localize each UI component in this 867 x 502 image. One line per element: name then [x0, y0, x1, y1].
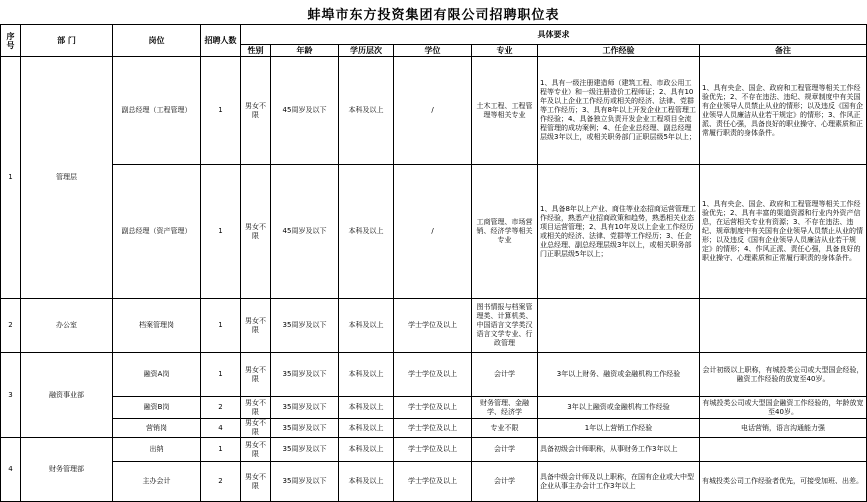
- cell-exp: 1、具备8年以上产业、商住等业态招商运营管理工作经验，熟悉产业招商政策和趋势，熟悉相关业态项目运营管理；2、具有10年及以上企业工作经历或相关的经济、法律、党群等工作经历；3、任企业总经理、副总经理层级3年以上，或相关职务部门正职层级5年以上；: [538, 165, 700, 299]
- cell-degree: 学士学位及以上: [394, 419, 472, 438]
- cell-exp: 具备初级会计师职称，从事财务工作3年以上: [538, 438, 700, 462]
- cell-count: 2: [201, 462, 241, 502]
- cell-degree: /: [394, 57, 472, 165]
- cell-dept: 办公室: [21, 299, 113, 353]
- cell-exp: 具备中级会计师及以上职称，在国有企业或大中型企业从事主办会计工作3年以上: [538, 462, 700, 502]
- cell-seq: 2: [1, 299, 21, 353]
- cell-count: 4: [201, 419, 241, 438]
- cell-exp: 3年以上财务、融资或金融机构工作经验: [538, 353, 700, 397]
- cell-edu: 本科及以上: [339, 419, 394, 438]
- cell-age: 35周岁及以下: [271, 462, 339, 502]
- cell-age: 35周岁及以下: [271, 299, 339, 353]
- cell-major: 会计学: [472, 438, 538, 462]
- cell-major: 专业不限: [472, 419, 538, 438]
- table-row: [1, 57, 867, 165]
- cell-edu: 本科及以上: [339, 353, 394, 397]
- job-table: [0, 24, 867, 502]
- cell-dept: 财务管理部: [21, 438, 113, 502]
- header-remark: 备注: [700, 45, 867, 57]
- cell-count: 1: [201, 299, 241, 353]
- cell-count: 2: [201, 397, 241, 419]
- cell-degree: 学士学位及以上: [394, 353, 472, 397]
- cell-post: 副总经理（资产管理）: [113, 165, 201, 299]
- cell-edu: 本科及以上: [339, 299, 394, 353]
- header-seq: 序号: [1, 25, 21, 57]
- cell-post: 副总经理（工程管理）: [113, 57, 201, 165]
- cell-major: 会计学: [472, 462, 538, 502]
- cell-post: 主办会计: [113, 462, 201, 502]
- cell-count: 1: [201, 57, 241, 165]
- cell-remark: [700, 299, 867, 353]
- cell-remark: 1、具有央企、国企、政府和工程管理等相关工作经验优先；2、不存在违法、违纪、规章制度中有关国有企业领导人员禁止从业的情形；以及违反《国有企业领导人员廉洁从业若干规定》的情形；3、作风正派、责任心强，具备良好的职业操守、心理素质和正常履行职责的身体条件。: [700, 57, 867, 165]
- table-row: [1, 165, 867, 299]
- cell-post: 档案管理岗: [113, 299, 201, 353]
- cell-count: 1: [201, 165, 241, 299]
- cell-gender: 男女不限: [241, 57, 271, 165]
- header-post: 岗位: [113, 25, 201, 57]
- cell-edu: 本科及以上: [339, 397, 394, 419]
- cell-major: 工商管理、市场营销、经济学等相关专业: [472, 165, 538, 299]
- table-row: [1, 299, 867, 353]
- cell-exp: 1年以上营销工作经验: [538, 419, 700, 438]
- cell-seq: 4: [1, 438, 21, 502]
- cell-seq: 3: [1, 353, 21, 438]
- cell-count: 1: [201, 353, 241, 397]
- header-exp: 工作经验: [538, 45, 700, 57]
- page-title: 蚌埠市东方投资集团有限公司招聘职位表: [307, 8, 560, 23]
- table-row: [1, 353, 867, 397]
- cell-edu: 本科及以上: [339, 462, 394, 502]
- cell-post: 融资A岗: [113, 353, 201, 397]
- cell-count: 1: [201, 438, 241, 462]
- cell-exp: 1、具有一级注册建造师（建筑工程、市政公用工程等专业）和一级注册造价工程师证；2、具有10年及以上企业工作经历或相关的经济、法律、党群等工作经历；3、具有8年以上开发企业工程管理工作经验；4、具备独立负责开发企业工程项目全流程管理的成功案例；4、任企业总经理、副总经理层级3年以上，或相关职务部门正职层级5年以上；: [538, 57, 700, 165]
- cell-remark: 会计初级以上职称，有城投类公司或大型国企经验，融资工作经验的放宽至40岁。: [700, 353, 867, 397]
- cell-degree: /: [394, 165, 472, 299]
- cell-post: 融资B岗: [113, 397, 201, 419]
- cell-gender: 男女不限: [241, 299, 271, 353]
- cell-seq: 1: [1, 57, 21, 299]
- cell-edu: 本科及以上: [339, 438, 394, 462]
- cell-major: 会计学: [472, 353, 538, 397]
- cell-exp: 3年以上融资或金融机构工作经验: [538, 397, 700, 419]
- header-major: 专业: [472, 45, 538, 57]
- cell-edu: 本科及以上: [339, 165, 394, 299]
- cell-age: 35周岁及以下: [271, 353, 339, 397]
- cell-major: 财务管理、金融学、经济学: [472, 397, 538, 419]
- cell-degree: 学士学位及以上: [394, 299, 472, 353]
- cell-remark: 1、具有央企、国企、政府和工程管理等相关工作经验优先；2、具有丰富的渠道资源和行业内外资产信息，在运营相关专业有资源；3、不存在违法、违纪、规章制度中有关国有企业领导人员禁止从业的情形；以及违反《国有企业领导人员廉洁从业若干规定》的情形；4、作风正派、责任心强，具备良好的职业操守、心理素质和正常履行职责的身体条件。: [700, 165, 867, 299]
- header-dept: 部 门: [21, 25, 113, 57]
- cell-gender: 男女不限: [241, 353, 271, 397]
- cell-age: 35周岁及以下: [271, 438, 339, 462]
- cell-age: 35周岁及以下: [271, 419, 339, 438]
- cell-degree: 学士学位及以上: [394, 462, 472, 502]
- cell-age: 45周岁及以下: [271, 57, 339, 165]
- cell-dept: 融资事业部: [21, 353, 113, 438]
- header-age: 年龄: [271, 45, 339, 57]
- cell-exp: [538, 299, 700, 353]
- cell-gender: 男女不限: [241, 419, 271, 438]
- cell-degree: 学士学位及以上: [394, 438, 472, 462]
- cell-dept: 管理层: [21, 57, 113, 299]
- header-edu: 学历层次: [339, 45, 394, 57]
- header-requirements: 具体要求: [241, 25, 867, 45]
- cell-post: 出纳: [113, 438, 201, 462]
- cell-gender: 男女不限: [241, 397, 271, 419]
- cell-remark: 有城投类公司工作经验者优先，可接受加班、出差。: [700, 462, 867, 502]
- cell-gender: 男女不限: [241, 462, 271, 502]
- cell-major: 土木工程、工程管理等相关专业: [472, 57, 538, 165]
- table-row: [1, 438, 867, 462]
- cell-remark: 有城投类公司或大型国企融资工作经验的，年龄放宽至40岁。: [700, 397, 867, 419]
- cell-remark: [700, 438, 867, 462]
- table-row: [1, 397, 867, 419]
- cell-age: 35周岁及以下: [271, 397, 339, 419]
- cell-major: 图书情报与档案管理类、计算机类、中国语言文学类汉语言文学专业、行政管理: [472, 299, 538, 353]
- cell-gender: 男女不限: [241, 438, 271, 462]
- cell-edu: 本科及以上: [339, 57, 394, 165]
- header-count: 招聘人数: [201, 25, 241, 57]
- cell-remark: 电话营销，语言沟通能力强: [700, 419, 867, 438]
- cell-gender: 男女不限: [241, 165, 271, 299]
- table-row: [1, 419, 867, 438]
- cell-post: 营销岗: [113, 419, 201, 438]
- cell-age: 45周岁及以下: [271, 165, 339, 299]
- header-degree: 学位: [394, 45, 472, 57]
- cell-degree: 学士学位及以上: [394, 397, 472, 419]
- header-gender: 性别: [241, 45, 271, 57]
